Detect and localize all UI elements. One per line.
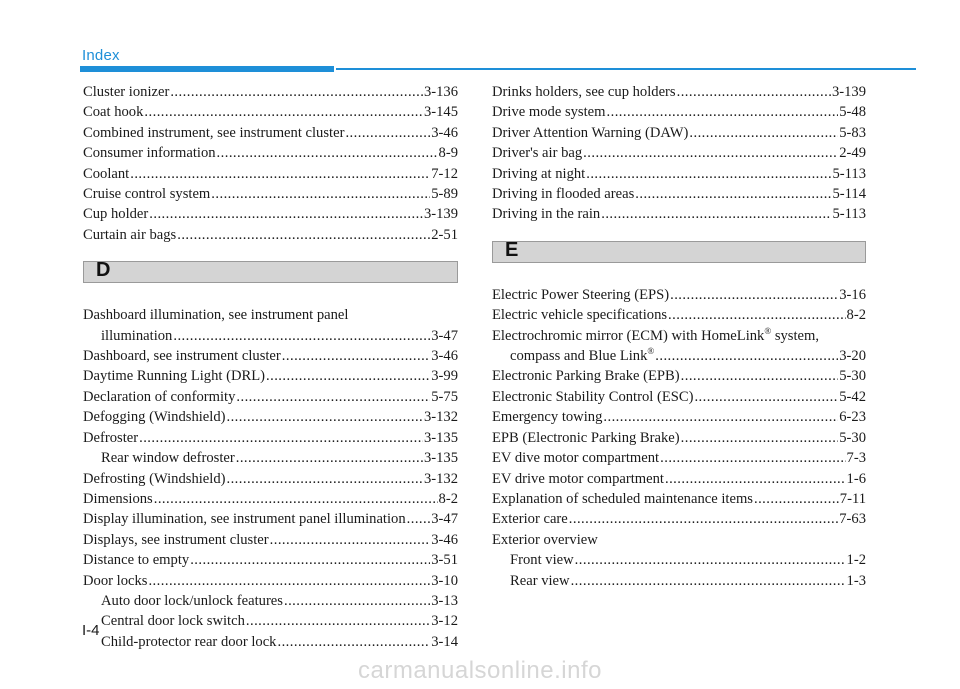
- index-entry: Drinks holders, see cup holders . . . 3-139: [492, 82, 866, 102]
- index-entry: Defogging (Windshield) . . . 3-132: [83, 407, 458, 427]
- index-entry: Combined instrument, see instrument cluster . . . 3-46: [83, 123, 458, 143]
- index-entry: Coat hook . . . 3-145: [83, 102, 458, 122]
- index-entry: Cup holder . . . 3-139: [83, 204, 458, 224]
- index-entry: Distance to empty . . . 3-51: [83, 550, 458, 570]
- index-subentry: Front view . . . 1-2: [492, 550, 866, 570]
- index-entry: Electronic Stability Control (ESC) . . . 5-42: [492, 387, 866, 407]
- index-entry: Defrosting (Windshield) . . . 3-132: [83, 469, 458, 489]
- index-entry: Coolant . . . 7-12: [83, 164, 458, 184]
- index-column-right: [492, 82, 866, 591]
- index-entry-line: Electrochromic mirror (ECM) with HomeLink® system,: [492, 325, 820, 344]
- index-entry: Dimensions . . . 8-2: [83, 489, 458, 509]
- index-entry: Driving at night . . . 5-113: [492, 164, 866, 184]
- e-entries: [492, 285, 866, 591]
- index-entry: Electronic Parking Brake (EPB) . . . 5-30: [492, 366, 866, 386]
- index-entry: Consumer information . . . 8-9: [83, 143, 458, 163]
- d-entries: [83, 305, 458, 652]
- index-entry: Driver's air bag . . . 2-49: [492, 143, 866, 163]
- index-entry: Drive mode system . . . 5-48: [492, 102, 866, 122]
- index-entry: Defroster . . . 3-135: [83, 428, 458, 448]
- index-subentry: Rear view . . . 1-3: [492, 571, 866, 591]
- index-subentry: Auto door lock/unlock features . . . 3-13: [83, 591, 458, 611]
- header-title: Index: [82, 47, 120, 64]
- index-entry: Driving in the rain . . . 5-113: [492, 204, 866, 224]
- index-entry: illumination . . . 3-47: [83, 326, 458, 346]
- section-header-d: [83, 261, 458, 283]
- index-entry: Display illumination, see instrument panel illumination . . . 3-47: [83, 509, 458, 529]
- section-letter: E: [505, 238, 519, 261]
- index-entry: Cluster ionizer . . . 3-136: [83, 82, 458, 102]
- d-entries-continued: [492, 82, 866, 225]
- index-entry: Exterior care . . . 7-63: [492, 509, 866, 529]
- header-bar-thick: [80, 66, 334, 72]
- index-entry: compass and Blue Link® . . . 3-20: [492, 346, 866, 366]
- index-entry: Driver Attention Warning (DAW) . . . 5-83: [492, 123, 866, 143]
- index-entry: Explanation of scheduled maintenance items . . . 7-11: [492, 489, 866, 509]
- index-subentry: Child-protector rear door lock . . . 3-14: [83, 632, 458, 652]
- index-entry: Dashboard, see instrument cluster . . . 3-46: [83, 346, 458, 366]
- watermark: carmanualsonline.info: [358, 657, 602, 684]
- index-entry: Electric vehicle specifications . . . 8-2: [492, 305, 866, 325]
- index-entry-line: Dashboard illumination, see instrument panel: [83, 307, 349, 324]
- index-entry: Curtain air bags . . . 2-51: [83, 225, 458, 245]
- index-entry: Driving in flooded areas . . . 5-114: [492, 184, 866, 204]
- c-entries: [83, 82, 458, 245]
- section-header-e: [492, 238, 866, 263]
- index-entry: EV dive motor compartment . . . 7-3: [492, 448, 866, 468]
- index-entry: Declaration of conformity . . . 5-75: [83, 387, 458, 407]
- index-column-left: [83, 82, 458, 652]
- index-subentry: Rear window defroster . . . 3-135: [83, 448, 458, 468]
- index-entry: Emergency towing . . . 6-23: [492, 407, 866, 427]
- header-bar-thin: [336, 68, 916, 70]
- index-entry: Daytime Running Light (DRL) . . . 3-99: [83, 366, 458, 386]
- page-number: I-4: [82, 622, 100, 639]
- index-entry: Cruise control system . . . 5-89: [83, 184, 458, 204]
- index-entry-line: Exterior overview: [492, 531, 598, 548]
- index-entry: Displays, see instrument cluster . . . 3-46: [83, 530, 458, 550]
- index-entry: EPB (Electronic Parking Brake) . . . 5-30: [492, 428, 866, 448]
- section-letter: D: [96, 259, 111, 282]
- index-entry: Electric Power Steering (EPS) . . . 3-16: [492, 285, 866, 305]
- index-entry: EV drive motor compartment . . . 1-6: [492, 469, 866, 489]
- index-entry: Door locks . . . 3-10: [83, 571, 458, 591]
- index-subentry: Central door lock switch . . . 3-12: [83, 611, 458, 631]
